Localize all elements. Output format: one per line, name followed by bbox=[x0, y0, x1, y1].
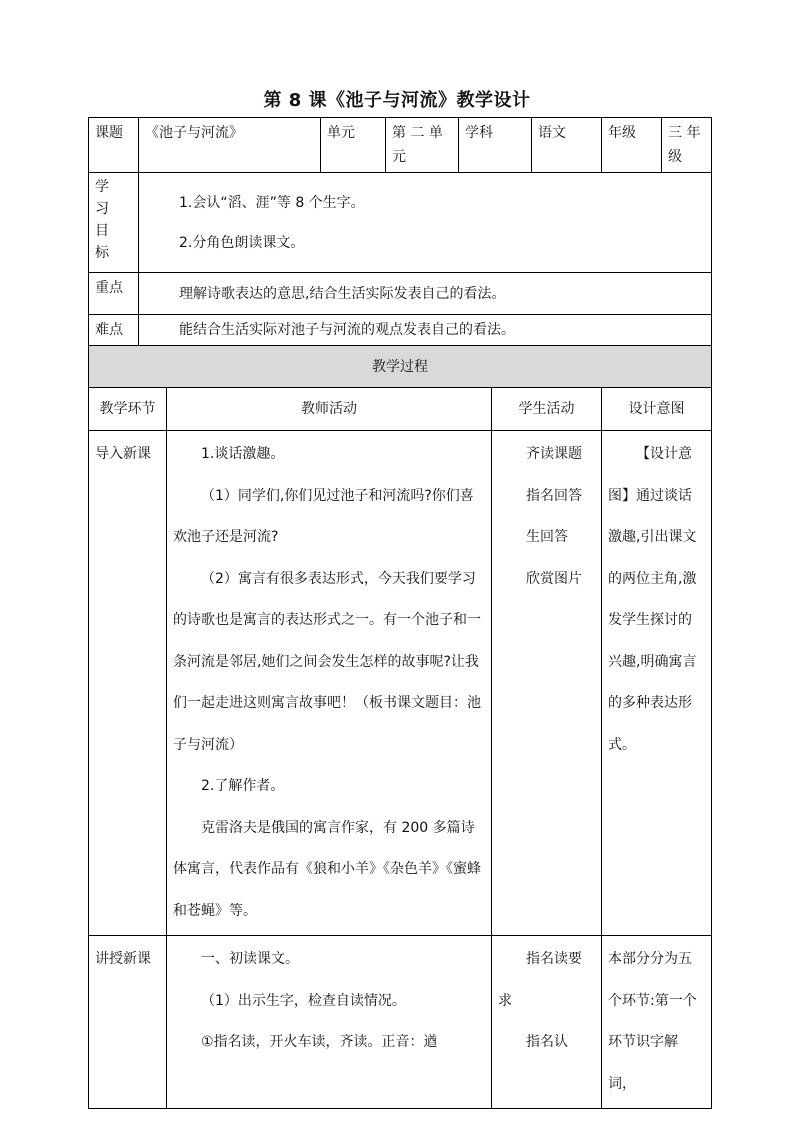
process-header: 教学过程 bbox=[89, 346, 712, 388]
difficulty-label: 难点 bbox=[89, 315, 139, 346]
student-item: 指名回答 bbox=[526, 487, 582, 504]
student-item: 生回答 bbox=[526, 529, 568, 545]
column-header: 设计意图 bbox=[602, 388, 712, 431]
student-item: 齐读课题 bbox=[526, 446, 582, 462]
teacher-activity bbox=[167, 936, 492, 1109]
unit-label: 单元 bbox=[321, 118, 386, 173]
design-intent: 【设计意图】通过谈话激趣,引出课文的两位主角,激发学生探讨的兴趣,明确寓言的多种表达形式。 bbox=[602, 431, 712, 936]
goals-content bbox=[139, 173, 712, 273]
course-value: 语文 bbox=[532, 118, 602, 173]
goal-item: 1.会认“滔、涯”等 8 个生字。 bbox=[179, 194, 365, 211]
teacher-paragraph: （1）出示生字，检查自读情况。 bbox=[201, 992, 406, 1009]
subject-label: 课题 bbox=[89, 118, 139, 173]
teacher-paragraph: （2）寓言有很多表达形式，今天我们要学习的诗歌也是寓言的表达形式之一。有一个池子和一条河流是邻居,她们之间会发生怎样的故事呢?让我们一起走进这则寓言故事吧！（板书课文题目：池子与河流） bbox=[173, 570, 481, 753]
goal-item: 2.分角色朗读课文。 bbox=[179, 234, 305, 251]
stage-cell: 讲授新课 bbox=[89, 936, 167, 1109]
column-header: 教学环节 bbox=[89, 388, 167, 431]
keypoint-text: 理解诗歌表达的意思,结合生活实际发表自己的看法。 bbox=[139, 273, 712, 315]
course-label: 学科 bbox=[459, 118, 532, 173]
design-intent: 本部分分为五个环节:第一个环节识字解词， bbox=[602, 936, 712, 1109]
keypoint-label: 重点 bbox=[89, 273, 139, 315]
column-header: 学生活动 bbox=[492, 388, 602, 431]
student-item: 指名读要求 bbox=[498, 951, 582, 1009]
lesson-plan-table bbox=[88, 117, 712, 1109]
teacher-paragraph: 2.了解作者。 bbox=[201, 778, 285, 794]
page-title: 第 8 课《池子与河流》教学设计 bbox=[263, 90, 531, 111]
student-item: 指名认 bbox=[526, 1034, 568, 1050]
goals-label: 学 习 目 标 bbox=[89, 173, 139, 273]
teacher-paragraph: 1.谈话激趣。 bbox=[201, 446, 285, 462]
teacher-paragraph: （1）同学们,你们见过池子和河流吗?你们喜欢池子还是河流? bbox=[173, 487, 474, 545]
teacher-paragraph: 一、初读课文。 bbox=[201, 951, 299, 967]
stage-cell: 导入新课 bbox=[89, 431, 167, 936]
teacher-paragraph: 克雷洛夫是俄国的寓言作家，有 200 多篇诗体寓言，代表作品有《狼和小羊》《杂色羊》《蜜蜂和苍蝇》等。 bbox=[173, 819, 481, 919]
teacher-activity bbox=[167, 431, 492, 936]
subject-value: 《池子与河流》 bbox=[139, 118, 321, 173]
column-header: 教师活动 bbox=[167, 388, 492, 431]
unit-value: 第 二 单 元 bbox=[386, 118, 459, 173]
student-item: 欣赏图片 bbox=[526, 570, 582, 587]
student-activity bbox=[492, 431, 602, 936]
difficulty-text: 能结合生活实际对池子与河流的观点发表自己的看法。 bbox=[139, 315, 712, 346]
grade-label: 年级 bbox=[602, 118, 662, 173]
student-activity bbox=[492, 936, 602, 1109]
grade-value: 三 年 级 bbox=[662, 118, 712, 173]
teacher-paragraph: ①指名读，开火车读，齐读。正音：遒 bbox=[201, 1034, 438, 1050]
